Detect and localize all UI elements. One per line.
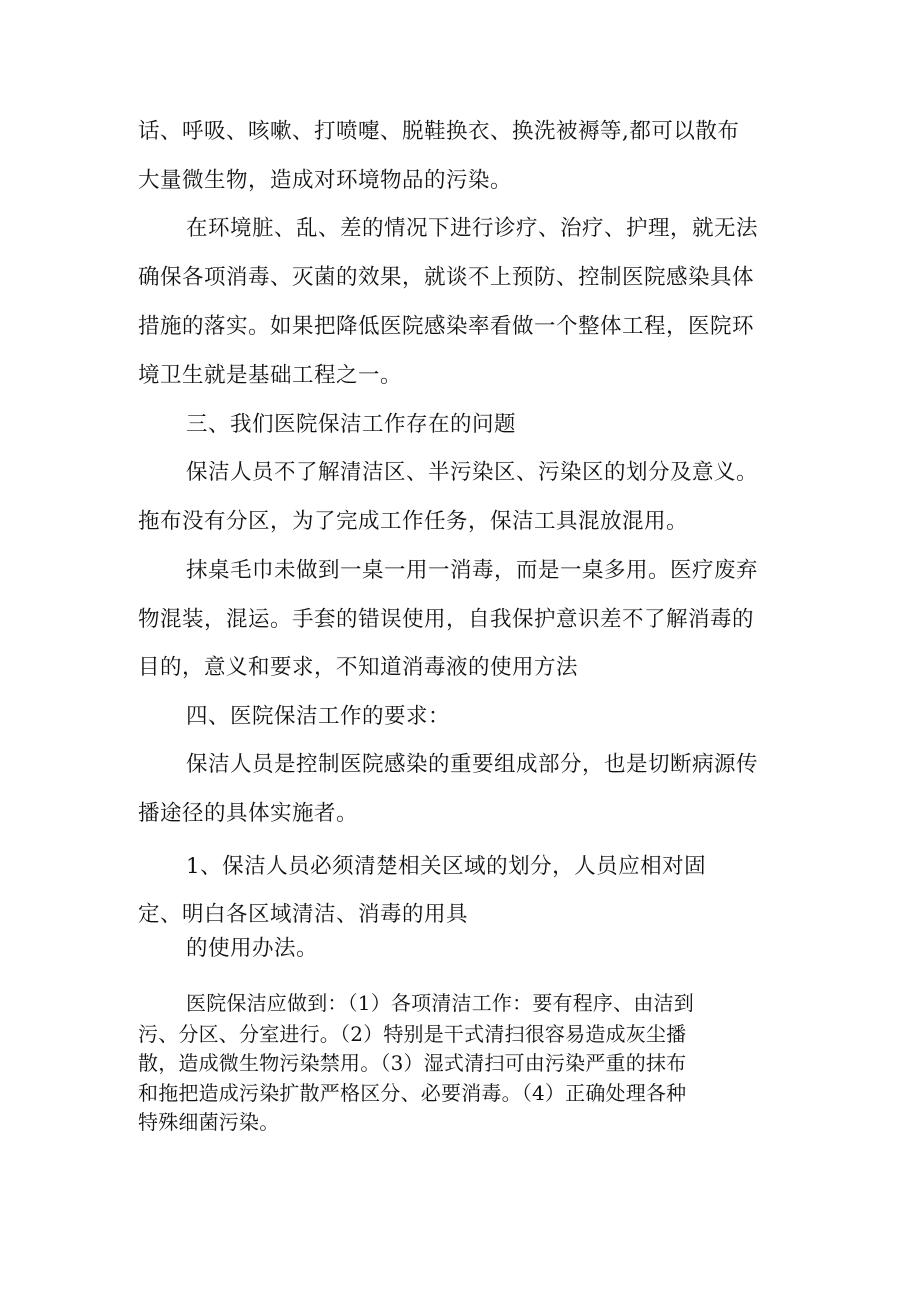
section-heading: 三、我们医院保洁工作存在的问题 [186, 412, 517, 437]
text-line: 保洁人员是控制医院感染的重要组成部分，也是切断病源传 [186, 752, 759, 777]
text-line: 保洁人员不了解清洁区、半污染区、污染区的划分及意义。 [186, 460, 759, 485]
text-line: 在环境脏、乱、差的情况下进行诊疗、治疗、护理，就无法 [186, 216, 759, 241]
text-line: 大量微生物，造成对环境物品的污染。 [138, 168, 513, 193]
section-heading: 四、医院保洁工作的要求： [186, 704, 451, 729]
text-line: 确保各项消毒、灭菌的效果，就谈不上预防、控制医院感染具体 [138, 265, 755, 290]
text-line: 特殊细菌污染。 [138, 1110, 280, 1134]
text-line: 话、呼吸、咳嗽、打喷嚏、脱鞋换衣、换洗被褥等,都可以散布 [138, 119, 740, 144]
text-line: 境卫生就是基础工程之一。 [138, 363, 403, 388]
text-line: 定、明白各区域清洁、消毒的用具 [138, 902, 469, 927]
text-line: 的使用办法。 [186, 936, 319, 961]
text-line: 1、保洁人员必须清楚相关区域的划分，人员应相对固 [186, 854, 707, 879]
text-line: 污、分区、分室进行。（2）特别是干式清扫很容易造成灰尘播 [138, 1022, 687, 1046]
text-line: 物混装，混运。手套的错误使用，自我保护意识差不了解消毒的 [138, 607, 755, 632]
text-line: 抹桌毛巾未做到一桌一用一消毒，而是一桌多用。医疗废弃 [186, 558, 759, 583]
text-line: 拖布没有分区，为了完成工作任务，保洁工具混放混用。 [138, 509, 689, 534]
text-line: 目的，意义和要求，不知道消毒液的使用方法 [138, 655, 579, 680]
text-line: 医院保洁应做到：（1）各项清洁工作：要有程序、由洁到 [186, 991, 694, 1015]
text-line: 和拖把造成污染扩散严格区分、必要消毒。（4）正确处理各种 [138, 1081, 687, 1105]
text-line: 散，造成微生物污染禁用。（3）湿式清扫可由污染严重的抹布 [138, 1051, 687, 1075]
text-line: 措施的落实。如果把降低医院感染率看做一个整体工程，医院环 [138, 314, 755, 339]
text-line: 播途径的具体实施者。 [138, 801, 359, 826]
